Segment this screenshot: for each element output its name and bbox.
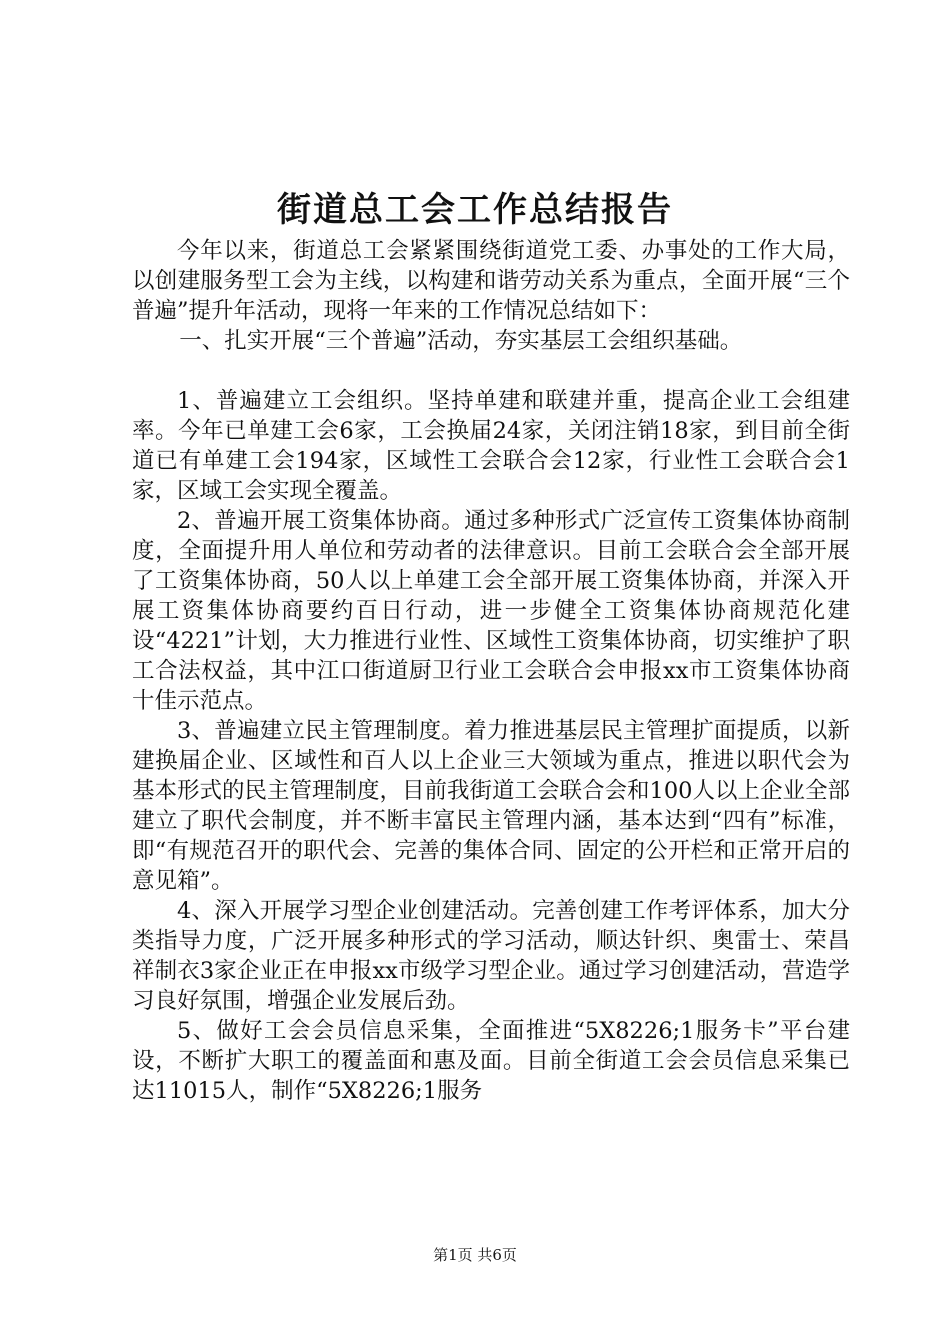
document-body [132, 236, 850, 1106]
body-paragraph-4: 4、深入开展学习型企业创建活动。完善创建工作考评体系，加大分类指导力度，广泛开展多种形式的学习活动，顺达针织、奥雷士、荣昌祥制衣3家企业正在申报xx市级学习型企业。通过学习创建活动，营造学习良好氛围，增强企业发展后劲。 [132, 898, 850, 1014]
body-paragraph-2: 2、普遍开展工资集体协商。通过多种形式广泛宣传工资集体协商制度，全面提升用人单位和劳动者的法律意识。目前工会联合会全部开展了工资集体协商，50人以上单建工会全部开展工资集体协商，并深入开展工资集体协商要约百日行动，进一步健全工资集体协商规范化建设“4221”计划，大力推进行业性、区域性工资集体协商，切实维护了职工合法权益，其中江口街道厨卫行业工会联合会申报xx市工资集体协商十佳示范点。 [132, 508, 850, 714]
page-number-footer: 第1页 共6页 [433, 1246, 517, 1264]
body-paragraph-1: 1、普遍建立工会组织。坚持单建和联建并重，提高企业工会组建率。今年已单建工会6家，工会换届24家，关闭注销18家，到目前全街道已有单建工会194家，区域性工会联合会12家，行业性工会联合会1家，区域工会实现全覆盖。 [132, 388, 850, 504]
page-title: 街道总工会工作总结报告 [277, 190, 673, 230]
body-paragraph-5: 5、做好工会会员信息采集，全面推进“5X8226;1服务卡”平台建设，不断扩大职工的覆盖面和惠及面。目前全街道工会会员信息采集已达11015人，制作“5X8226;1服务 [132, 1018, 850, 1104]
body-paragraph-3: 3、普遍建立民主管理制度。着力推进基层民主管理扩面提质，以新建换届企业、区域性和百人以上企业三大领域为重点，推进以职代会为基本形式的民主管理制度，目前我街道工会联合会和100人以上企业全部建立了职代会制度，并不断丰富民主管理内涵，基本达到“四有”标准，即“有规范召开的职代会、完善的集体合同、固定的公开栏和正常开启的意见箱”。 [132, 718, 850, 894]
intro-paragraph: 今年以来，街道总工会紧紧围绕街道党工委、办事处的工作大局，以创建服务型工会为主线，以构建和谐劳动关系为重点，全面开展“三个普遍”提升年活动，现将一年来的工作情况总结如下： [132, 238, 850, 324]
section-heading: 一、扎实开展“三个普遍”活动，夯实基层工会组织基础。 [179, 328, 743, 354]
